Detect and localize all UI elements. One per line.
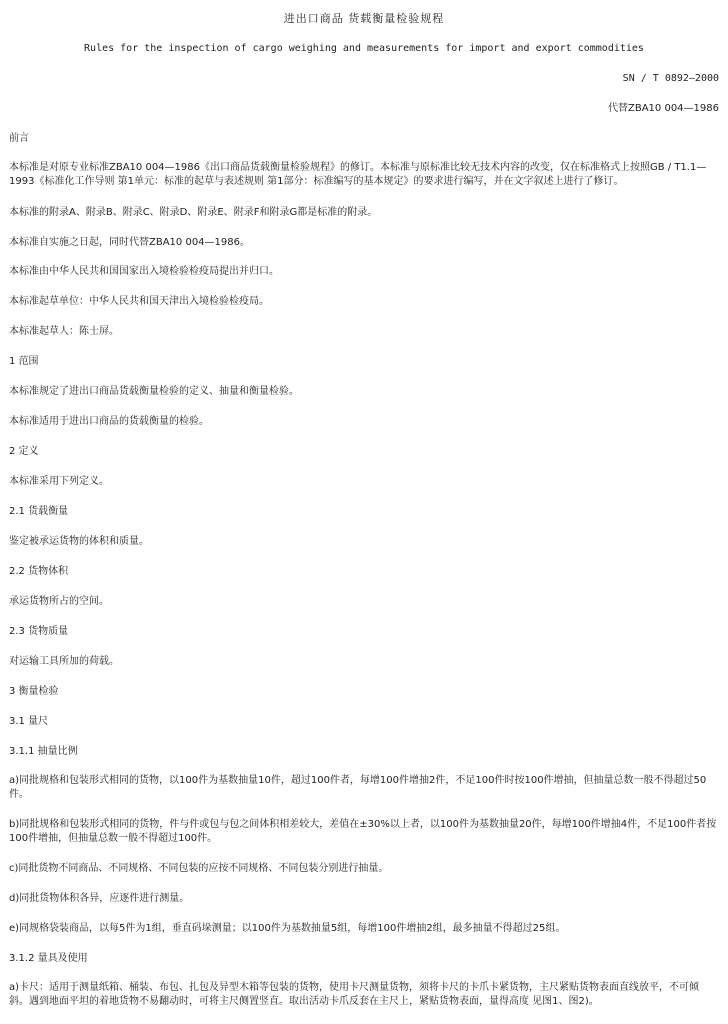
section-heading: 前言 <box>9 133 29 144</box>
list-item: e)同规格袋装商品，以每5件为1组，垂直码垛测量；以100件为基数抽量5组，每增100件增抽2组，最多抽量不得超过25组。 <box>9 923 566 934</box>
paragraph: 本标准是对原专业标准ZBA10 004—1986《出口商品货载衡量检验规程》的修订。本标准与原标准比较无技术内容的改变，仅在标准格式上按照GB / T1.1—1993《标准化工作导则 第1单元：标准的起草与表述规则 第1部分：标准编写的基本规定》的要求进行编写，并在文字叙述上进行了修订。 <box>9 162 707 187</box>
paragraph: 本标准由中华人民共和国国家出入境检验检疫局提出并归口。 <box>9 266 279 277</box>
paragraph: 本标准自实施之日起，同时代替ZBA10 004—1986。 <box>9 237 250 248</box>
paragraph: 对运输工具所加的荷载。 <box>9 656 119 667</box>
standard-number: SN / T 0892—2000 <box>622 73 719 84</box>
subsection-heading: 2.2 货物体积 <box>9 566 69 577</box>
subsection-heading: 3.1 量尺 <box>9 716 49 727</box>
section-heading: 1 范围 <box>9 356 39 367</box>
document-subtitle: Rules for the inspection of cargo weighing and measurements for import and export commodities <box>84 43 644 54</box>
paragraph: 鉴定被承运货物的体积和质量。 <box>9 536 149 547</box>
document-title: 进出口商品 货载衡量检验规程 <box>283 12 445 25</box>
subsection-heading: 2.3 货物质量 <box>9 626 69 637</box>
paragraph: 本标准采用下列定义。 <box>9 476 109 487</box>
list-item: d)同批货物体积各异，应逐件进行测量。 <box>9 893 190 904</box>
list-item: a)同批规格和包装形式相同的货物，以100件为基数抽量10件，超过100件者，每增100件增抽2件，不足100件时按100件增抽，但抽量总数一般不得超过50件。 <box>9 775 707 800</box>
list-item: b)同批规格和包装形式相同的货物，件与件或包与包之间体积相差较大，差值在±30%以上者，以100件为基数抽量20件，每增100件增抽4件，不足100件者按100件增抽，但抽量总数一般不得超过100件。 <box>9 819 717 844</box>
paragraph: 本标准适用于进出口商品的货载衡量的检验。 <box>9 416 209 427</box>
paragraph: 本标准规定了进出口商品货载衡量检验的定义、抽量和衡量检验。 <box>9 386 299 397</box>
paragraph: 本标准起草人：陈士屏。 <box>9 326 119 337</box>
list-item: c)同批货物不同商品、不同规格、不同包装的应按不同规格、不同包装分别进行抽量。 <box>9 863 389 874</box>
subsection-heading: 2.1 货载衡量 <box>9 506 69 517</box>
replaces-standard: 代替ZBA10 004—1986 <box>608 103 719 114</box>
paragraph: 本标准的附录A、附录B、附录C、附录D、附录E、附录F和附录G都是标准的附录。 <box>9 207 378 218</box>
subsection-heading: 3.1.2 量具及使用 <box>9 953 88 964</box>
section-heading: 2 定义 <box>9 446 39 457</box>
list-item: a)卡尺：适用于测量纸箱、桶装、布包、扎包及异型木箱等包装的货物，使用卡尺测量货物，须将卡尺的卡爪卡紧货物，主尺紧贴货物表面直线放平，不可倾斜。遇到地面平坦的着地货物不易翻动时，可将主尺侧置竖直。取出活动卡爪反套在主尺上，紧贴货物表面，量得高度 见图1、图2)。 <box>9 982 700 1007</box>
subsection-heading: 3.1.1 抽量比例 <box>9 746 78 757</box>
paragraph: 承运货物所占的空间。 <box>9 596 109 607</box>
paragraph: 本标准起草单位：中华人民共和国天津出入境检验检疫局。 <box>9 296 269 307</box>
section-heading: 3 衡量检验 <box>9 686 59 697</box>
